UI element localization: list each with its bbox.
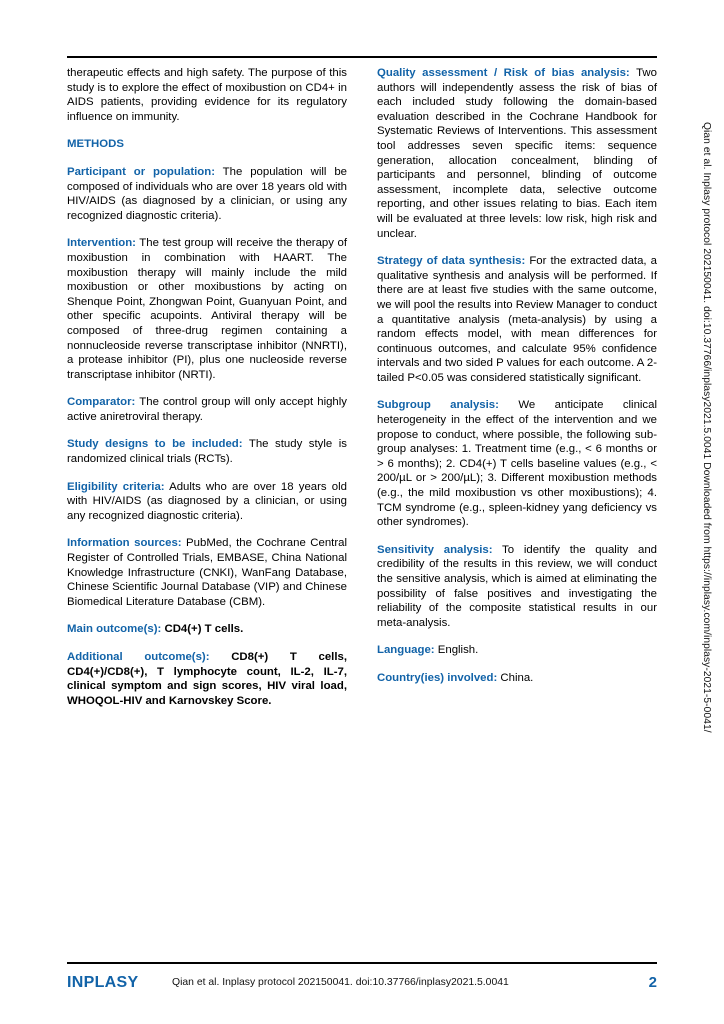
study-designs-text: The study style is randomized clinical trials (RCTs). (67, 438, 347, 466)
strategy-text: For the extracted data, a qualitative synthesis and analysis will be performed. If there are at least five studies with the same outcome, we will pool the results into Review Manager to conduct a quantitative analysis (meta-analysis) by using a random effects model, with mean differences for continuous outcomes, and calculate 95% confidence intervals and two sided P values for each outcome. A 2-tailed P<0.05 was considered statistically significant. (377, 255, 657, 384)
side-note-container (696, 0, 718, 1024)
paragraph-comparator (67, 395, 347, 424)
paragraph-strategy (377, 254, 657, 385)
sensitivity-text: To identify the quality and credibility of the results in this review, we will conduct the sensitive analysis, which is aimed at eliminating the possibility of false positives and investigating the reliability of the composite statistical results in our meta-analysis. (377, 543, 657, 629)
page-footer (67, 972, 657, 1002)
comparator-text: The control group will only accept highly active aniretroviral therapy. (67, 396, 347, 423)
comparator-label: Comparator: (67, 396, 136, 409)
paragraph-information-sources (67, 536, 347, 609)
paragraph-study-designs (67, 437, 347, 466)
strategy-label: Strategy of data synthesis: (377, 255, 526, 268)
paragraph-intro: therapeutic effects and high safety. The purpose of this study is to explore the effect of moxibustion on CD4+ in AIDS patients, providing evidence for its regulatory influence on immunity. (67, 67, 347, 123)
paragraph-additional-outcomes (67, 650, 347, 708)
footer-citation: Qian et al. Inplasy protocol 202150041. doi:10.37766/inplasy2021.5.0041 (172, 977, 509, 988)
main-outcomes-text: CD4(+) T cells. (161, 623, 244, 636)
paragraph-quality-assessment (377, 66, 657, 241)
additional-outcomes-label: Additional outcome(s): (67, 651, 210, 663)
participant-label: Participant or population: (67, 165, 216, 178)
information-sources-text: PubMed, the Cochrane Central Register of Controlled Trials, EMBASE, China National Knowledge Infrastructure (CNKI), WanFang Database, Chinese Scientific Journal Database (VIP) and Chinese Biomedical Literature Database (CBM). (67, 537, 347, 608)
paragraph-country (377, 671, 657, 686)
paragraph-language (377, 643, 657, 658)
paragraph-eligibility (67, 480, 347, 524)
country-text: China. (497, 671, 534, 684)
body-columns (67, 66, 657, 946)
side-note-text: Qian et al. Inplasy protocol 202150041. doi:10.37766/inplasy2021.5.0041 Downloaded from https://inplasy.com/inplasy-2021-5-0041/ (701, 122, 712, 733)
paragraph-participant (67, 165, 347, 223)
heading-methods: METHODS (67, 138, 124, 151)
paragraph-main-outcomes (67, 622, 347, 637)
sensitivity-label: Sensitivity analysis: (377, 543, 493, 556)
header-rule (67, 56, 657, 58)
paragraph-intervention (67, 236, 347, 382)
eligibility-text: Adults who are over 18 years old with HIV/AIDS (as diagnosed by a clinician, or using any recognized diagnostic criteria). (67, 480, 347, 522)
paragraph-sensitivity (377, 543, 657, 631)
inplasy-logo: INPLASY (67, 974, 139, 991)
subgroup-text: We anticipate clinical heterogeneity in the effect of the intervention and we propose to conduct, where possible, the following sub-group analyses: 1. Treatment time (e.g., < 6 months or > 6 months); 2. CD4(+) T cells baseline values (e.g., < 200/µL or > 200/µL); 3. Different moxibustion methods (e.g., the mild moxibustion vs other moxibustions); 4. TCM syndrome (e.g., spleen-kidney yang deficiency vs other syndromes). (377, 399, 657, 529)
intervention-label: Intervention: (67, 237, 136, 250)
right-column (377, 66, 657, 946)
participant-text: The population will be composed of individuals who are over 18 years old with HIV/AIDS (as diagnosed by a clinician, or using any recognized diagnostic criteria). (67, 165, 347, 222)
page-number: 2 (648, 974, 657, 991)
main-outcomes-label: Main outcome(s): (67, 623, 162, 636)
additional-outcomes-text: CD8(+) T cells, CD4(+)/CD8(+), T lymphocyte count, IL-2, IL-7, clinical symptom and sign scores, HIV viral load, WHOQOL-HIV and Karnovskey Score. (67, 651, 347, 707)
information-sources-label: Information sources: (67, 537, 182, 550)
quality-assessment-label: Quality assessment / Risk of bias analysis: (377, 67, 630, 79)
footer-rule (67, 962, 657, 964)
language-text: English. (434, 644, 479, 657)
quality-assessment-text: Two authors will independently assess the risk of bias of each included study following the domain-based evaluation described in the Cochrane Handbook for Systematic Reviews of Interventions. This assessment tool addresses seven specific items: sequence generation, allocation concealment, blinding of participants and personnel, blinding of outcome assessment, incomplete data, selective outcome reporting, and other issues relating to bias. Each item will be evaluated at three levels: low risk, high risk and unclear. (377, 67, 657, 240)
paragraph-subgroup (377, 398, 657, 529)
left-column (67, 66, 347, 946)
subgroup-label: Subgroup analysis: (377, 399, 499, 412)
language-label: Language: (377, 644, 435, 657)
country-label: Country(ies) involved: (377, 671, 498, 684)
eligibility-label: Eligibility criteria: (67, 480, 165, 493)
intervention-text: The test group will receive the therapy of moxibustion in combination with HAART. The moxibustion therapy will mainly include the mild moxibustion or other moxibustions by acting on Shenque Point, Zhongwan Point, Guanyuan Point, and other specific acupoints. Antiviral therapy will be composed of three-drug regimen containing a nonnucleoside reverse transcriptase inhibitor (NNRTI), a protease inhibitor (PI), plus one nucleoside reverse transcriptase inhibitor (NRTI). (67, 237, 347, 381)
study-designs-label: Study designs to be included: (67, 438, 243, 451)
